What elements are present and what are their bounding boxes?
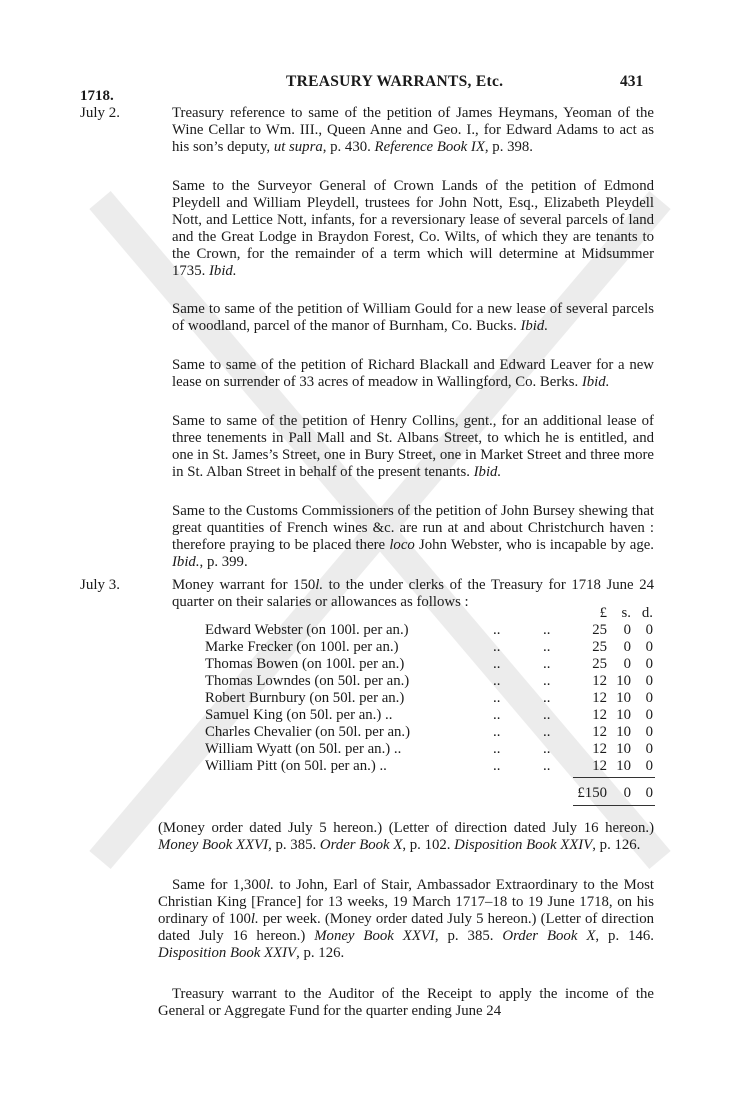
entry-bursey: Same to the Customs Commissioners of the petition of John Bursey shewing that great quantities of French wines &c. are run at and about Christchurch haven : therefore praying to be placed there loco John Webster, who is incapable by age. Ibid., p. 399. — [172, 503, 654, 570]
pence-header: d. — [641, 605, 653, 621]
entry-money-order: (Money order dated July 5 hereon.) (Letter of direction dated July 16 hereon.) Money Book XXVI, p. 385. Order Book X, p. 102. Disposition Book XXIV, p. 126. — [158, 820, 654, 853]
entry-pleydell: Same to the Surveyor General of Crown Lands of the petition of Edmond Pleydell and William Pleydell, trustees for John Nott, Esq., Elizabeth Pleydell Nott, and Lettice Nott, infants, for a reversionary lease of several parcels of land and the Great Lodge in Braydon Forest, Co. Wilts, of which they are tenants to the Crown, for the remainder of a term which will determine at Midsummer 1735. Ibid. — [172, 178, 654, 279]
entry-gould: Same to same of the petition of William Gould for a new lease of several parcels of woodland, parcel of the manor of Burnham, Co. Bucks. Ibid. — [172, 301, 654, 334]
page-header-title: TREASURY WARRANTS, Etc. — [286, 73, 504, 90]
date-marker-july-2: July 2. — [80, 105, 121, 121]
table-row: Edward Webster (on 100l. per an.) .. .. 25 0 0 — [205, 622, 653, 638]
shillings-header: s. — [621, 605, 631, 621]
entry-collins: Same to same of the petition of Henry Collins, gent., for an additional lease of three tenements in Pall Mall and St. Albans Street, to which he is entitled, and one in St. James’s Street, one in Bury Street, one in Market Street and three more in St. Alban Street in behalf of the present tenants. Ibid. — [172, 413, 654, 480]
salary-table-header — [205, 605, 655, 622]
date-marker-july-3: July 3. — [80, 577, 121, 593]
total-row: £150 0 0 — [577, 785, 653, 801]
table-row: Samuel King (on 50l. per an.) .. .. .. 12 10 0 — [205, 707, 653, 723]
table-row: Marke Frecker (on 100l. per an.) .. .. 25 0 0 — [205, 639, 653, 655]
entry-heymans: Treasury reference to same of the petition of James Heymans, Yeoman of the Wine Cellar to Wm. III., Queen Anne and Geo. I., for Edward Adams to act as his son’s deputy, ut supra, p. 430. Reference Book IX, p. 398. — [172, 105, 654, 155]
salary-total — [205, 785, 655, 802]
entry-blackall: Same to same of the petition of Richard Blackall and Edward Leaver for a new lease on surrender of 33 acres of meadow in Wallingford, Co. Berks. Ibid. — [172, 357, 654, 390]
page-number: 431 — [620, 73, 644, 90]
total-rule-top — [573, 777, 655, 778]
table-row: Thomas Lowndes (on 50l. per an.) .. .. 12 10 0 — [205, 673, 653, 689]
entry-auditor-warrant: Treasury warrant to the Auditor of the Receipt to apply the income of the General or Aggregate Fund for the quarter ending June 24 — [158, 986, 654, 1019]
year-marker: 1718. — [80, 88, 114, 104]
total-rule-bottom — [573, 805, 655, 806]
table-row: William Wyatt (on 50l. per an.) .. .. .. 12 10 0 — [205, 741, 653, 757]
salary-table — [205, 622, 655, 775]
table-row: Thomas Bowen (on 100l. per an.) .. .. 25 0 0 — [205, 656, 653, 672]
entry-earl-of-stair: Same for 1,300l. to John, Earl of Stair, Ambassador Extraordinary to the Most Christian King [France] for 13 weeks, 19 March 1717–18 to 19 June 1718, on his ordinary of 100l. per week. (Money order dated July 5 hereon.) (Letter of direction dated July 16 hereon.) Money Book XXVI, p. 385. Order Book X, p. 146. Disposition Book XXIV, p. 126. — [158, 877, 655, 961]
table-row: Robert Burnbury (on 50l. per an.) .. .. 12 10 0 — [205, 690, 653, 706]
pounds-header: £ — [599, 605, 607, 621]
table-row: Charles Chevalier (on 50l. per an.) .. .. 12 10 0 — [205, 724, 653, 740]
table-row: William Pitt (on 50l. per an.) .. .. .. 12 10 0 — [205, 758, 653, 774]
entry-money-warrant: Money warrant for 150l. to the under clerks of the Treasury for 1718 June 24 quarter on their salaries or allowances as follows : — [172, 577, 654, 610]
